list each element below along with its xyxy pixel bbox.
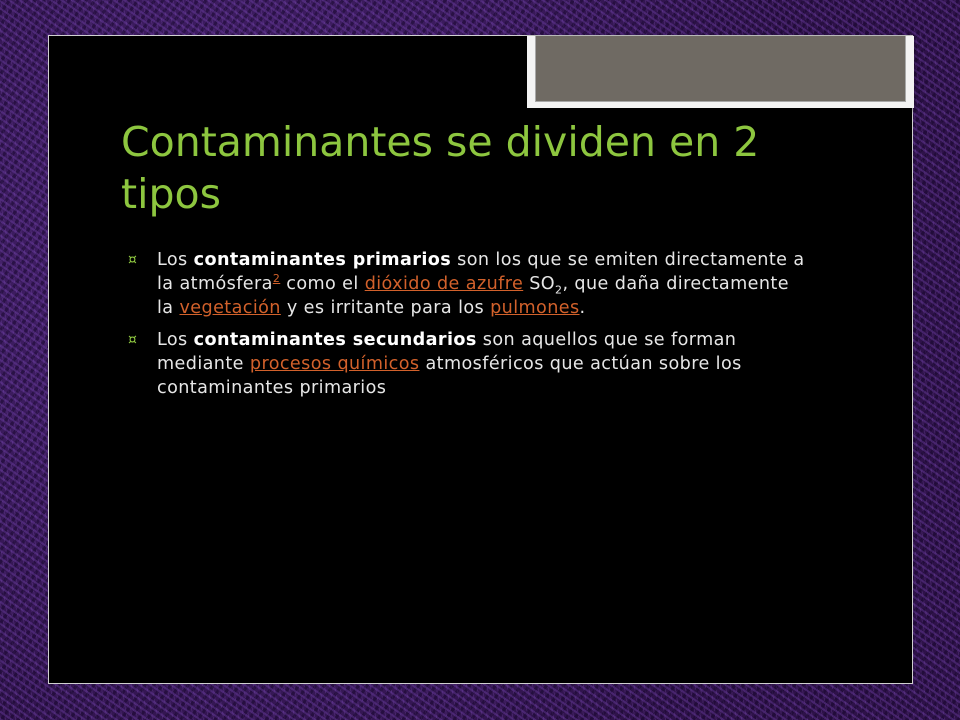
bullet-text: Los xyxy=(157,330,194,350)
bullet-item-primary xyxy=(128,248,808,320)
link-vegetacion[interactable]: vegetación xyxy=(179,298,281,318)
subscript: 2 xyxy=(555,283,563,297)
bullet-text: Los xyxy=(157,250,194,270)
link-dioxido-de-azufre[interactable]: dióxido de azufre xyxy=(364,274,524,294)
bullet-text: . xyxy=(579,298,586,318)
bold-term: contaminantes primarios xyxy=(193,250,452,270)
bullet-text: atmosféricos que actúan sobre los contaminantes primarios xyxy=(157,354,742,398)
link-procesos-quimicos[interactable]: procesos químicos xyxy=(249,354,420,374)
footnote-link[interactable]: 2 xyxy=(272,272,281,286)
bold-term: contaminantes secundarios xyxy=(193,330,477,350)
slide xyxy=(48,35,913,684)
link-pulmones[interactable]: pulmones xyxy=(490,298,580,318)
bullet-text: como el xyxy=(280,274,365,294)
bullet-text: y es irritante para los xyxy=(280,298,491,318)
slide-title: Contaminantes se dividen en 2 tipos xyxy=(121,118,760,218)
bullet-icon: ¤ xyxy=(128,252,138,268)
bullet-item-secondary xyxy=(128,328,808,400)
bullet-text: son aquellos que se forman mediante xyxy=(157,330,737,374)
bullet-text: son los que se emiten directamente a la atmósfera xyxy=(157,250,805,294)
bullet-text: SO xyxy=(523,274,556,294)
photo-image xyxy=(535,36,906,102)
bullet-list xyxy=(128,248,808,408)
bullet-text: , que daña directamente la xyxy=(157,274,789,318)
photo-frame xyxy=(527,36,914,108)
bullet-icon: ¤ xyxy=(128,332,138,348)
